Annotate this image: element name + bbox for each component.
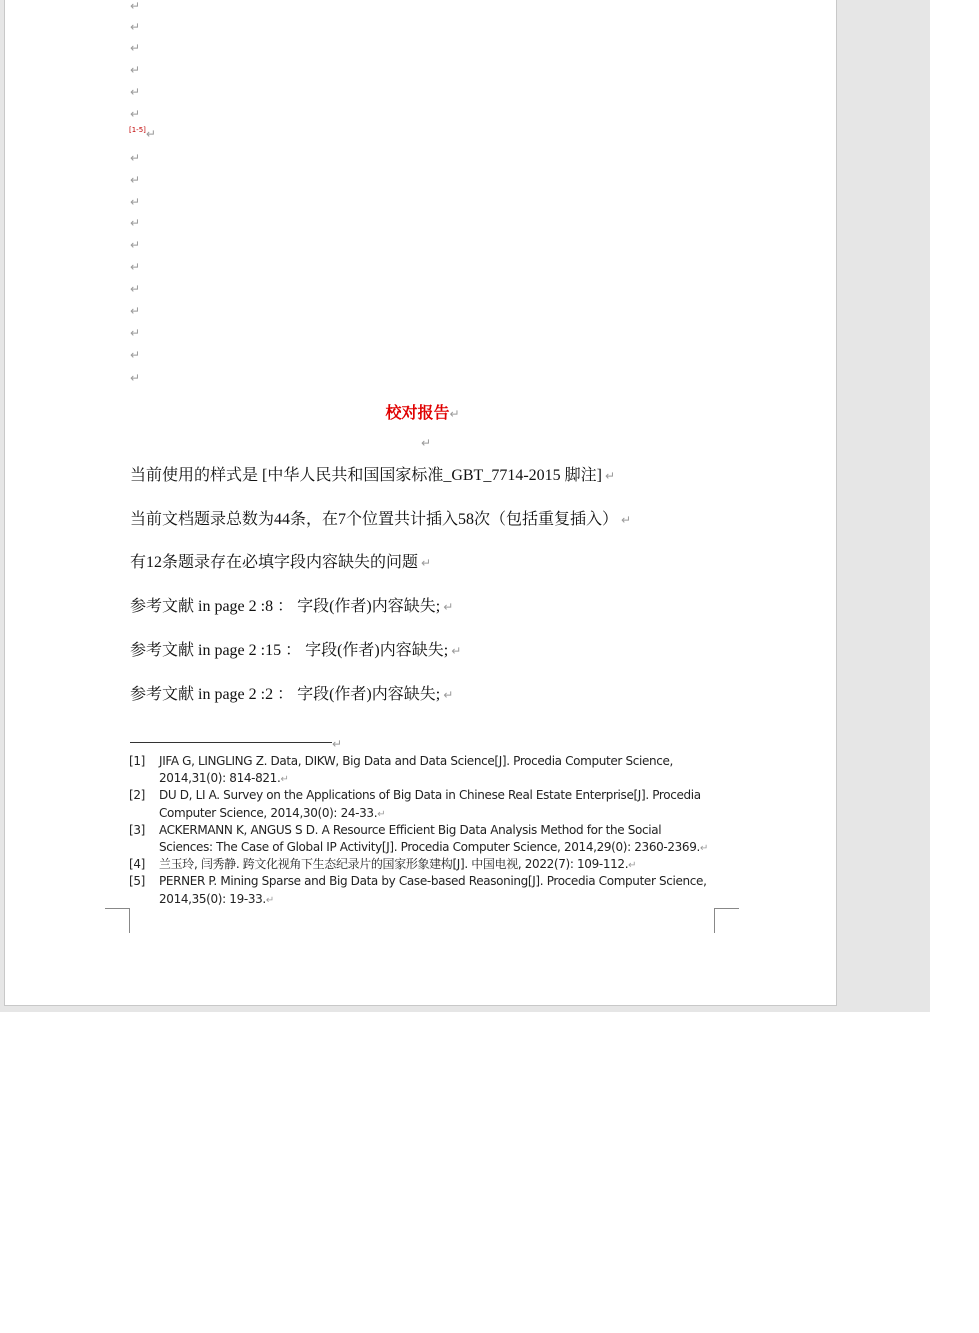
page-margin-corner-left: [105, 908, 130, 933]
footnote-number: [4]: [129, 857, 145, 872]
style-info-line[interactable]: [130, 466, 615, 486]
count-info-text[interactable]: 当前文档题录总数为44条，在7个位置共计插入58次（包括重复插入）: [130, 511, 619, 528]
paragraph-mark: ↵: [130, 371, 141, 385]
footnote-item[interactable]: [129, 822, 709, 856]
footnote-separator: [130, 742, 332, 743]
missing-info-text[interactable]: 有12条题录存在必填字段内容缺失的问题: [130, 554, 419, 571]
issue-text[interactable]: 参考文献 in page 2 :15 ： 字段(作者)内容缺失;: [130, 642, 449, 659]
report-title[interactable]: [0, 400, 845, 423]
citation-marker[interactable]: [129, 126, 156, 140]
footnote-list: [129, 753, 709, 908]
footnote-text[interactable]: 兰玉玲, 闫秀静. 跨文化视角下生态纪录片的国家形象建构[J]. 中国电视, 2022(7): 109-112.: [159, 857, 629, 872]
footnote-number: [2]: [129, 788, 145, 803]
issue-text[interactable]: 参考文献 in page 2 :2 ： 字段(作者)内容缺失;: [130, 686, 441, 703]
paragraph-mark: ↵: [130, 195, 141, 209]
footnote-text[interactable]: ACKERMANN K, ANGUS S D. A Resource Efficient Big Data Analysis Method for the Social Sciences: The Case of Global IP Activity[J]. Procedia Computer Science, 2014,29(0): 2360-2369.: [159, 822, 700, 855]
page-margin-corner-right: [714, 908, 739, 933]
paragraph-mark: ↵: [130, 107, 141, 121]
paragraph-mark: ↵: [699, 843, 708, 855]
paragraph-mark: ↵: [421, 436, 432, 450]
paragraph-mark: ↵: [449, 407, 460, 421]
issue-text[interactable]: 参考文献 in page 2 :8 ： 字段(作者)内容缺失;: [130, 598, 441, 615]
paragraph-mark: ↵: [332, 737, 343, 751]
paragraph-mark: ↵: [451, 644, 462, 658]
paragraph-mark: ↵: [130, 304, 141, 318]
paragraph-mark: ↵: [130, 282, 141, 296]
footnote-item[interactable]: [129, 856, 709, 873]
paragraph-mark: ↵: [280, 774, 289, 786]
paragraph-mark: ↵: [130, 173, 141, 187]
footnote-item[interactable]: [129, 787, 709, 821]
issue-line[interactable]: [130, 597, 453, 617]
paragraph-mark: ↵: [377, 808, 386, 820]
footnote-number: [1]: [129, 754, 145, 768]
paragraph-mark: ↵: [605, 469, 616, 483]
paragraph-mark: ↵: [130, 216, 141, 230]
footnote-number: [5]: [129, 874, 145, 889]
paragraph-mark: ↵: [443, 688, 454, 702]
footnote-text[interactable]: DU D, LI A. Survey on the Applications of Big Data in Chinese Real Estate Enterprise[J]. Procedia Computer Science, 2014,30(0): 24-33.: [159, 788, 701, 820]
footnote-text[interactable]: PERNER P. Mining Sparse and Big Data by Case-based Reasoning[J]. Procedia Computer Science, 2014,35(0): 19-33.: [159, 874, 707, 906]
issue-line[interactable]: [130, 685, 453, 705]
paragraph-mark: ↵: [443, 600, 454, 614]
paragraph-mark: ↵: [621, 513, 632, 527]
count-info-line[interactable]: [130, 510, 631, 530]
paragraph-mark: ↵: [421, 556, 432, 570]
footnote-item[interactable]: [129, 873, 709, 907]
paragraph-mark: ↵: [130, 151, 141, 165]
footnote-number: [3]: [129, 822, 145, 837]
paragraph-mark: ↵: [265, 894, 274, 906]
style-info-text[interactable]: 当前使用的样式是 [中华人民共和国国家标准_GBT_7714-2015 脚注]: [130, 467, 602, 484]
footnote-item[interactable]: [129, 753, 709, 787]
paragraph-mark: ↵: [130, 260, 141, 274]
paragraph-mark: ↵: [130, 348, 141, 362]
paragraph-mark: ↵: [130, 85, 141, 99]
paragraph-mark: ↵: [145, 127, 156, 141]
citation-marker-text[interactable]: [1-5]: [129, 126, 146, 134]
missing-info-line[interactable]: [130, 553, 431, 573]
issue-line[interactable]: [130, 641, 461, 661]
paragraph-mark: ↵: [130, 0, 141, 13]
footnote-text[interactable]: JIFA G, LINGLING Z. Data, DIKW, Big Data and Data Science[J]. Procedia Computer Science, 2014,31(0): 814-821.: [159, 754, 673, 786]
report-title-text[interactable]: 校对报告: [385, 403, 450, 422]
paragraph-mark: ↵: [628, 860, 637, 872]
paragraph-mark: ↵: [130, 326, 141, 340]
paragraph-mark: ↵: [130, 41, 141, 55]
paragraph-mark: ↵: [130, 20, 141, 34]
paragraph-mark: ↵: [130, 63, 141, 77]
paragraph-mark: ↵: [130, 238, 141, 252]
